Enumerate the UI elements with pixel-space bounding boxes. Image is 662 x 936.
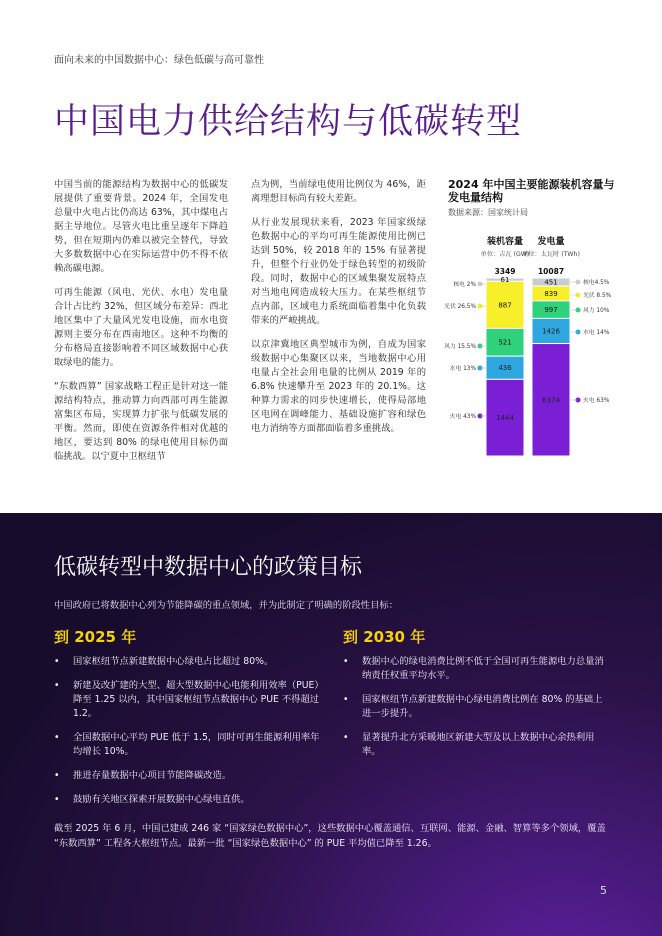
list-item: • 全国数据中心平均 PUE 低于 1.5，同时可再生能源利用率年均增长 10%。 bbox=[54, 731, 324, 759]
goal-2025-list bbox=[54, 655, 324, 817]
paragraph: 以京津冀地区典型城市为例，自成为国家级数据中心集聚区以来，当地数据中心用电量占全社会用电量的比例从 2019 年的 6.8% 快速攀升至 2023 年的 20.1%。这种算力需求的同步快速增长，使得局部地区电网在调峰能力、基础设施扩容和绿色电力消纳等方面都面临着多重挑战。 bbox=[251, 339, 426, 434]
policy-intro: 中国政府已将数据中心列为节能降碳的重点领域，并为此制定了明确的阶段性目标： bbox=[54, 600, 398, 611]
legend-label-left: 水电 13% bbox=[449, 366, 476, 373]
category-label: 发电量 bbox=[537, 237, 565, 247]
list-item: • 国家枢纽节点新建数据中心绿电消费比例在 80% 的基础上进一步提升。 bbox=[343, 693, 608, 721]
list-item: • 新建及改扩建的大型、超大型数据中心电能利用效率（PUE）降至 1.25 以内，其中国家枢纽节点数据中心 PUE 不得超过 1.2。 bbox=[54, 679, 324, 721]
list-item: • 显著提升北方采暖地区新建大型及以上数据中心余热利用率。 bbox=[343, 731, 608, 759]
paragraph: 中国当前的能源结构为数据中心的低碳发展提供了重要背景。2024 年，全国发电总量中火电占比仍高达 63%，其中煤电占据主导地位。尽管火电比重呈逐年下降趋势，但在短期内仍难以被完全替代，导致大多数数据中心在实际运营中仍不得不依赖高碳电源。 bbox=[54, 179, 228, 274]
goal-2025-title: 到 2025 年 bbox=[54, 628, 137, 646]
chart-title: 2024 年中国主要能源装机容量与发电量结构 bbox=[448, 178, 615, 204]
category-label: 装机容量 bbox=[486, 237, 524, 247]
page-number: 5 bbox=[600, 884, 607, 897]
legend-label-left: 光伏 26.5% bbox=[444, 304, 476, 311]
total-label: 3349 bbox=[494, 267, 516, 276]
list-item: • 鼓励有关地区探索开展数据中心绿电直供。 bbox=[54, 793, 324, 807]
data-label: 451 bbox=[544, 278, 558, 287]
legend-label-right: 火电 63% bbox=[583, 398, 610, 405]
data-label: 521 bbox=[498, 338, 512, 347]
legend-label-right: 风力 10% bbox=[583, 308, 610, 315]
paragraph: 点为例，当前绿电使用比例仅为 46%，距离理想目标尚有较大差距。 bbox=[251, 179, 426, 204]
text-column-left bbox=[54, 178, 228, 474]
data-label: 1444 bbox=[496, 414, 514, 423]
legend-label-left: 风力 15.5% bbox=[444, 344, 476, 351]
paragraph: 可再生能源（风电、光伏、水电）发电量合计占比约 32%，但区域分布差异：西北地区集中了大量风光发电设施，而水电资源则主要分布在西南地区。这种不均衡的分布格局直接影响着不同区域数据中心获取绿电的能力。 bbox=[54, 287, 228, 368]
data-label: 436 bbox=[498, 364, 512, 373]
legend-label-right: 核电4.5% bbox=[583, 280, 610, 287]
data-label: 997 bbox=[544, 306, 558, 315]
unit-label: 单位：吉瓦 (GW) bbox=[480, 251, 530, 258]
paragraph: “东数西算” 国家战略工程正是针对这一能源结构特点，推动算力向西部可再生能源富集区布局，实现算力扩张与低碳发展的平衡。然而，即使在资源条件相对优越的地区，要达到 80% 的绿电使用目标仍面临挑战。以宁夏中卫枢纽节 bbox=[54, 381, 228, 462]
data-label: 1426 bbox=[542, 327, 560, 336]
legend-label-left: 火电 43% bbox=[449, 414, 476, 421]
legend-label-right: 水电 14% bbox=[583, 330, 610, 337]
goal-2030-title: 到 2030 年 bbox=[343, 628, 426, 646]
policy-section bbox=[0, 513, 662, 936]
closing-paragraph: 截至 2025 年 6 月，中国已建成 246 家 “国家绿色数据中心”，这些数据中心覆盖通信、互联网、能源、金融、智算等多个领域，覆盖 “东数西算” 工程各大枢纽节点。最新一批 “国家绿色数据中心” 的 PUE 平均值已降至 1.26。 bbox=[54, 823, 606, 849]
data-label: 6374 bbox=[542, 396, 560, 405]
legend-label-right: 光伏 8.5% bbox=[583, 293, 612, 300]
text-column-middle bbox=[251, 178, 426, 446]
list-item: • 国家枢纽节点新建数据中心绿电占比超过 80%。 bbox=[54, 655, 324, 669]
legend-label-left: 核电 2% bbox=[453, 282, 476, 289]
chart-source: 数据来源：国家统计局 bbox=[448, 208, 528, 217]
goal-2030-list bbox=[343, 655, 608, 769]
page-title: 中国电力供给结构与低碳转型 bbox=[54, 102, 523, 142]
stacked-bar-chart bbox=[440, 230, 620, 462]
data-label: 887 bbox=[498, 301, 512, 310]
list-item: • 数据中心的绿电消费比例不低于全国可再生能源电力总量消纳责任权重平均水平。 bbox=[343, 655, 608, 683]
page-subtitle: 面向未来的中国数据中心：绿色低碳与高可靠性 bbox=[54, 55, 264, 66]
list-item: • 推进存量数据中心项目节能降碳改造。 bbox=[54, 769, 324, 783]
total-label: 10087 bbox=[537, 267, 565, 276]
unit-label: 单位：太瓦时 (TWh) bbox=[522, 251, 580, 258]
paragraph: 从行业发展现状来看，2023 年国家级绿色数据中心的平均可再生能源使用比例已达到 50%，较 2018 年的 15% 有显著提升，但整个行业仍处于绿色转型的初级阶段。同时，数据中心的区域集聚发展特点对当地电网造成较大压力。在某些枢纽节点内部，区域电力系统面临着集中化负载带来的严峻挑战。 bbox=[251, 217, 426, 326]
data-label: 839 bbox=[544, 289, 558, 298]
data-label: 61 bbox=[500, 276, 510, 285]
policy-heading: 低碳转型中数据中心的政策目标 bbox=[54, 555, 363, 580]
